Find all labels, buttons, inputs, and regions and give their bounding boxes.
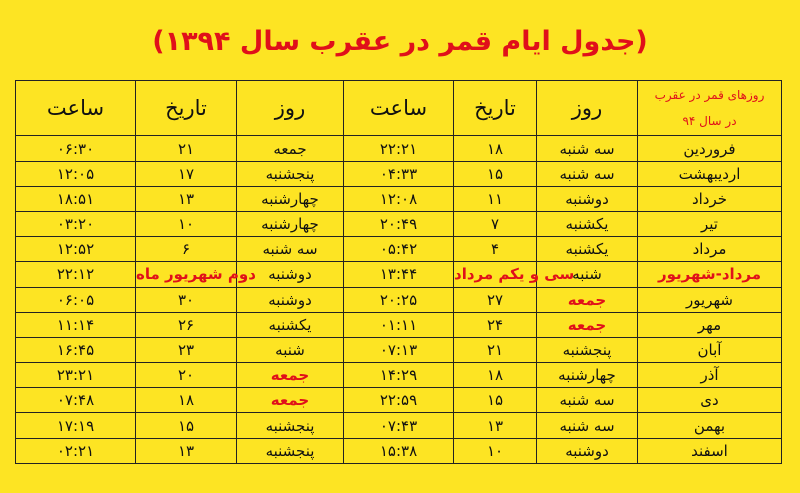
second-time-cell: ۰۶:۰۵ [16,287,136,312]
first-date-cell: ۱۸ [454,363,537,388]
first-date-cell: ۱۸ [454,136,537,161]
month-cell: مرداد [638,237,782,262]
first-day-cell: جمعه [537,312,638,337]
month-cell: فروردین [638,136,782,161]
first-date-cell: ۱۵ [454,161,537,186]
second-time-cell: ۰۳:۲۰ [16,211,136,236]
first-time-cell: ۲۰:۲۵ [344,287,454,312]
table-row [16,186,782,211]
second-day-cell: پنجشنبه [237,413,344,438]
second-date-cell: ۳۰ [136,287,237,312]
month-cell: آذر [638,363,782,388]
first-date-cell: ۱۵ [454,388,537,413]
second-time-cell: ۱۶:۴۵ [16,337,136,362]
second-time-cell: ۰۲:۲۱ [16,438,136,463]
second-time-cell: ۱۲:۵۲ [16,237,136,262]
second-day-cell: دوشنبه [237,287,344,312]
first-day-cell: سه شنبه [537,413,638,438]
second-time-cell: ۱۲:۰۵ [16,161,136,186]
first-date-cell: ۷ [454,211,537,236]
second-date-cell: ۲۳ [136,337,237,362]
first-day-cell: چهارشنبه [537,363,638,388]
second-time-cell: ۱۸:۵۱ [16,186,136,211]
first-time-cell: ۰۷:۴۳ [344,413,454,438]
header-months-line2: در سال ۹۴ [682,114,737,129]
table-row [16,211,782,236]
header-day-2: روز [237,81,344,136]
header-time-2: ساعت [16,81,136,136]
first-date-cell: ۱۱ [454,186,537,211]
header-date-1: تاریخ [454,81,537,136]
second-time-cell: ۰۶:۳۰ [16,136,136,161]
first-date-cell: ۲۱ [454,337,537,362]
second-day-cell: سه شنبه [237,237,344,262]
first-day-cell: سه شنبه [537,136,638,161]
first-date-cell: ۲۴ [454,312,537,337]
month-cell: تیر [638,211,782,236]
month-cell: آبان [638,337,782,362]
month-cell: مهر [638,312,782,337]
header-row [16,81,782,136]
table-row [16,287,782,312]
first-time-cell: ۱۳:۴۴ [344,262,454,287]
second-time-cell: ۰۷:۴۸ [16,388,136,413]
month-cell: مرداد-شهریور [638,262,782,287]
first-time-cell: ۱۲:۰۸ [344,186,454,211]
header-day-1: روز [537,81,638,136]
second-day-cell: جمعه [237,136,344,161]
table-row [16,363,782,388]
first-date-cell: ۱۳ [454,413,537,438]
first-time-cell: ۱۵:۳۸ [344,438,454,463]
second-day-cell: چهارشنبه [237,186,344,211]
first-date-cell: ۱۰ [454,438,537,463]
first-time-cell: ۰۷:۱۳ [344,337,454,362]
header-date-2: تاریخ [136,81,237,136]
first-date-cell: سی و یکم مرداد [454,262,537,287]
month-cell: دی [638,388,782,413]
table-row [16,337,782,362]
table-row [16,161,782,186]
first-date-cell: ۲۷ [454,287,537,312]
second-time-cell: ۱۱:۱۴ [16,312,136,337]
month-cell: بهمن [638,413,782,438]
second-date-cell: ۱۳ [136,438,237,463]
second-day-cell: دوشنبه [237,262,344,287]
first-time-cell: ۰۴:۳۳ [344,161,454,186]
second-time-cell: ۱۷:۱۹ [16,413,136,438]
first-time-cell: ۰۱:۱۱ [344,312,454,337]
second-date-cell: دوم شهریور ماه [136,262,237,287]
second-date-cell: ۱۳ [136,186,237,211]
header-months-cell [638,81,782,136]
first-date-cell: ۴ [454,237,537,262]
month-cell: شهریور [638,287,782,312]
first-time-cell: ۰۵:۴۲ [344,237,454,262]
first-time-cell: ۲۲:۵۹ [344,388,454,413]
second-day-cell: جمعه [237,388,344,413]
first-day-cell: یکشنبه [537,237,638,262]
second-date-cell: ۱۷ [136,161,237,186]
header-time-1: ساعت [344,81,454,136]
second-day-cell: پنجشنبه [237,161,344,186]
qamar-dar-aqrab-table [15,80,782,464]
second-day-cell: شنبه [237,337,344,362]
first-day-cell: جمعه [537,287,638,312]
second-day-cell: پنجشنبه [237,438,344,463]
first-time-cell: ۱۴:۲۹ [344,363,454,388]
second-day-cell: یکشنبه [237,312,344,337]
first-day-cell: سه شنبه [537,388,638,413]
month-cell: اسفند [638,438,782,463]
first-day-cell: سه شنبه [537,161,638,186]
table-row [16,438,782,463]
table-row [16,413,782,438]
second-day-cell: جمعه [237,363,344,388]
first-day-cell: پنجشنبه [537,337,638,362]
table-row [16,312,782,337]
second-time-cell: ۲۳:۲۱ [16,363,136,388]
first-day-cell: یکشنبه [537,211,638,236]
second-date-cell: ۲۰ [136,363,237,388]
first-day-cell: شنبه [537,262,638,287]
first-day-cell: دوشنبه [537,186,638,211]
month-cell: خرداد [638,186,782,211]
second-date-cell: ۲۶ [136,312,237,337]
first-day-cell: دوشنبه [537,438,638,463]
second-date-cell: ۱۰ [136,211,237,236]
second-day-cell: چهارشنبه [237,211,344,236]
table-row [16,136,782,161]
second-date-cell: ۲۱ [136,136,237,161]
first-time-cell: ۲۰:۴۹ [344,211,454,236]
month-cell: اردیبهشت [638,161,782,186]
table-row [16,388,782,413]
second-date-cell: ۱۵ [136,413,237,438]
header-months-line1: روزهای قمر در عقرب [654,88,765,103]
second-time-cell: ۲۲:۱۲ [16,262,136,287]
page-title: (جدول ایام قمر در عقرب سال ۱۳۹۴) [152,26,648,57]
second-date-cell: ۱۸ [136,388,237,413]
first-time-cell: ۲۲:۲۱ [344,136,454,161]
second-date-cell: ۶ [136,237,237,262]
table-row [16,237,782,262]
table-row [16,262,782,287]
